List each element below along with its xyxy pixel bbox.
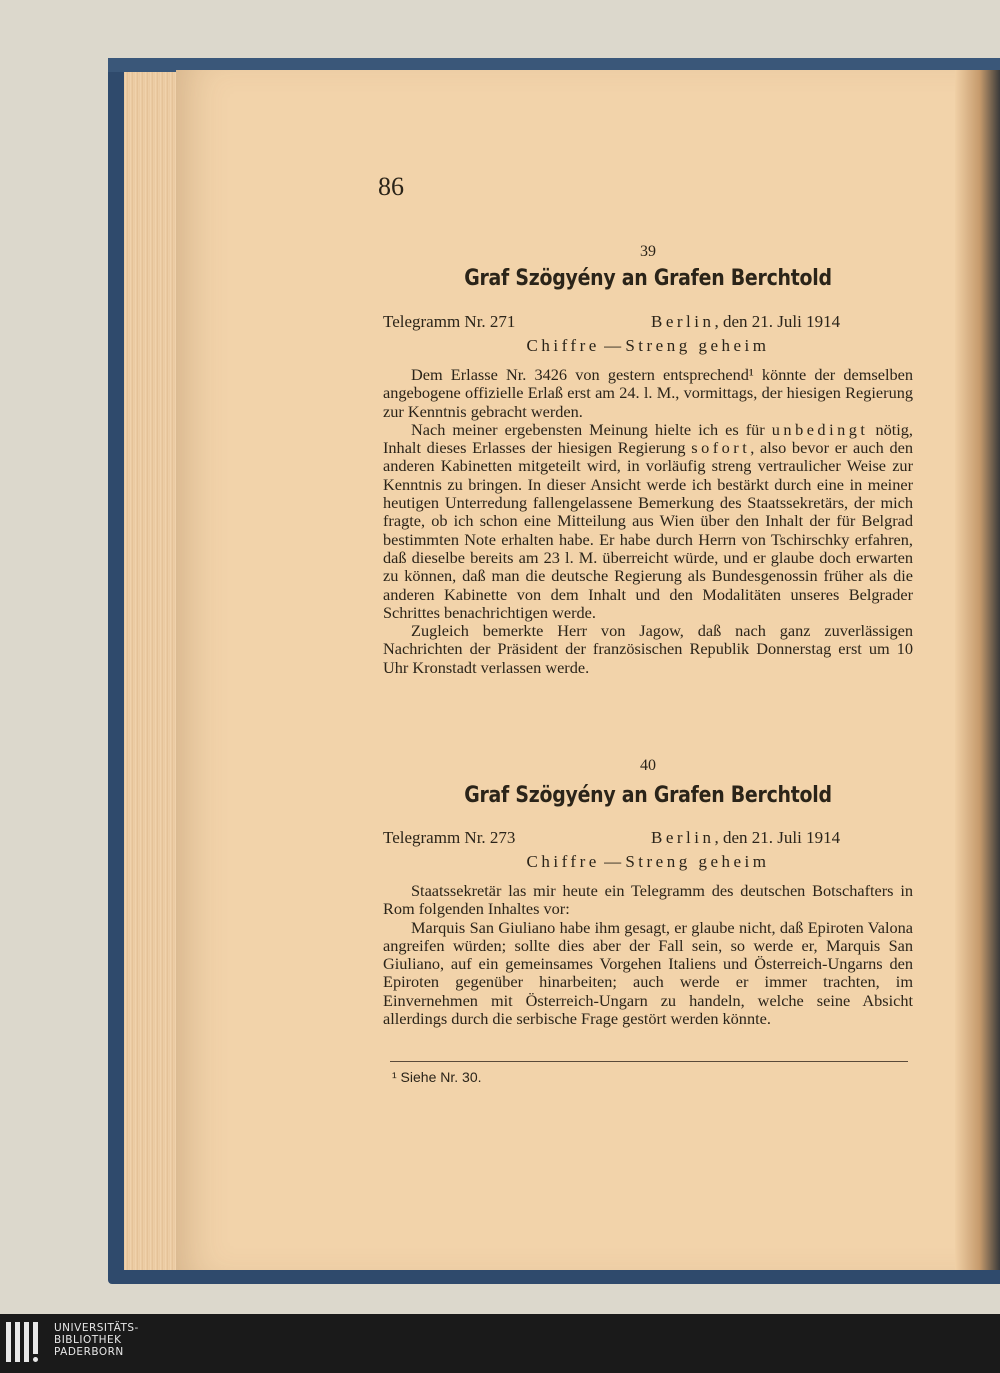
- emphasis-text: sofort: [691, 438, 751, 458]
- document-body-40: [383, 882, 913, 1028]
- library-name-line2: BIBLIOTHEK: [54, 1334, 122, 1346]
- telegram-date: , den 21. Juli 1914: [714, 828, 841, 847]
- library-name-line3: PADERBORN: [54, 1346, 124, 1358]
- classification-secret: Streng geheim: [625, 336, 770, 355]
- library-name-line1: UNIVERSITÄTS-: [54, 1322, 139, 1334]
- classification-cipher: Chiffre: [526, 852, 600, 871]
- footnote-divider: [390, 1061, 908, 1062]
- document-title-39: Graf Szögyény an Grafen Berchtold: [464, 266, 832, 291]
- telegram-number: Telegramm Nr. 273: [383, 828, 516, 847]
- book-gutter: [955, 70, 1000, 1270]
- telegram-date: , den 21. Juli 1914: [714, 312, 841, 331]
- library-logo-icon: [6, 1322, 46, 1362]
- paragraph-text: nötig, Inhalt dieses Erlasses der hiesigen Regierung: [383, 419, 913, 458]
- telegram-header-39: [383, 312, 883, 332]
- page-number: 86: [378, 172, 404, 201]
- classification-secret: Streng geheim: [625, 852, 770, 871]
- classification-cipher: Chiffre: [526, 336, 600, 355]
- paragraph-text: Nach meiner ergebensten Meinung hielte ich es für: [411, 419, 772, 439]
- telegram-number: Telegramm Nr. 271: [383, 312, 516, 331]
- library-footer: [0, 1314, 1000, 1373]
- page-stack-edge: [124, 72, 180, 1270]
- paragraph: Dem Erlasse Nr. 3426 von gestern entsprechend¹ könnte der demselben angebogene offizielle Erlaß erst am 24. l. M., vormittags, der hiesigen Regierung zur Kenntnis gebracht werden.: [383, 365, 913, 421]
- paragraph: Staatssekretär las mir heute ein Telegramm des deutschen Botschafters in Rom folgenden Inhaltes vor:: [383, 881, 913, 919]
- telegram-header-40: [383, 828, 883, 848]
- document-number-39: 39: [640, 243, 656, 260]
- classification-39: [383, 336, 913, 356]
- paragraph: [383, 421, 913, 622]
- classification-40: [383, 852, 913, 872]
- telegram-place: Berlin: [651, 312, 715, 331]
- emphasis-text: unbedingt: [771, 419, 869, 439]
- telegram-place-date: [651, 828, 840, 848]
- document-title-40: Graf Szögyény an Grafen Berchtold: [464, 783, 832, 808]
- paragraph: Marquis San Giuliano habe ihm gesagt, er glaube nicht, daß Epiroten Valona angreifen würden; sollte dies aber der Fall sein, so werde er, Marquis San Giuliano, auf ein gemeinsames Vorgehen Italiens und Österreich-Ungarns den Epiroten gegenüber hinarbeiten; auch werde er immer trachten, im Einvernehmen mit Österreich-Ungarn zu handeln, welche seine Absicht allerdings durch die serbische Frage gestört werden könnte.: [383, 917, 913, 1029]
- document-body-39: [383, 366, 913, 677]
- classification-separator: —: [599, 852, 626, 871]
- document-number-40: 40: [640, 757, 656, 774]
- classification-separator: —: [599, 336, 626, 355]
- paragraph-text: , also bevor er auch den anderen Kabinetten mitgeteilt wird, in vorläufig streng vertraulicher Weise zur Kenntnis zu bringen. In dieser Ansicht werde ich bestärkt durch eine in meiner heutigen Unterredung fallengelassene Bemerkung des Staatssekretärs, der mich fragte, ob ich schon eine Mitteilung aus Wien über den Inhalt der für Belgrad bestimmten Note erhalten habe. Er habe durch Herrn von Tschirschky erfahren, daß dieselbe bereits am 23 l. M. überreicht würde, und er glaube doch erwarten zu können, daß man die deutsche Regierung als Bundesgenossin früher als die anderen Kabinette von dem Inhalt und den Modalitäten unseres Belgrader Schrittes benachrichtigen werde.: [383, 438, 914, 622]
- footnote: ¹ Siehe Nr. 30.: [392, 1069, 482, 1085]
- telegram-place: Berlin: [651, 828, 715, 847]
- paragraph: Zugleich bemerkte Herr von Jagow, daß nach ganz zuverlässigen Nachrichten der Präsident der französischen Republik Donnerstag erst um 10 Uhr Kronstadt verlassen werde.: [383, 621, 913, 677]
- library-name: [54, 1322, 139, 1358]
- telegram-place-date: [651, 312, 840, 332]
